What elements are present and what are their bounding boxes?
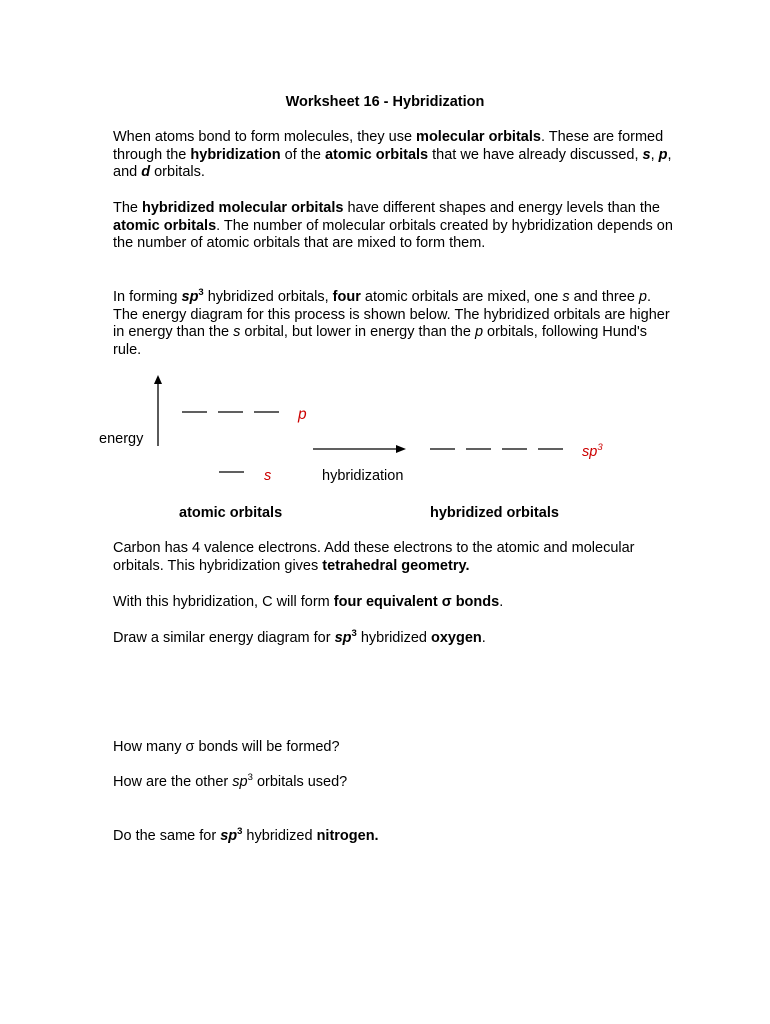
sp-term: sp — [232, 774, 248, 790]
text: When atoms bond to form molecules, they use — [113, 129, 417, 145]
nitrogen-instruction — [113, 828, 379, 844]
term-atomic-orbitals: atomic orbitals — [324, 146, 429, 163]
energy-label: energy — [99, 431, 144, 447]
text: and three — [569, 289, 639, 305]
hybridized-paragraph — [113, 200, 673, 253]
hybridized-orbitals-caption: hybridized orbitals — [430, 505, 559, 521]
text: bonds will be formed? — [194, 739, 340, 755]
text: hybridized orbitals, — [203, 289, 333, 305]
diagram-lines — [0, 370, 770, 530]
text: . These are formed through the — [113, 129, 664, 163]
text: orbitals, following Hund's rule. — [113, 324, 647, 358]
term-atomic-orbitals: atomic orbitals — [113, 217, 217, 234]
text: The — [113, 200, 143, 216]
text: , and — [113, 146, 672, 181]
sp3-paragraph — [113, 289, 673, 359]
term-molecular-orbitals: molecular orbitals — [416, 129, 541, 145]
oxygen-instruction — [113, 630, 673, 648]
text: orbitals used? — [252, 774, 348, 790]
text: In forming — [113, 289, 182, 305]
text: Do the same for — [113, 828, 221, 844]
page-title: Worksheet 16 - Hybridization — [285, 94, 485, 110]
p-label: p — [298, 406, 307, 423]
term-hybridization: hybridization — [190, 146, 281, 163]
orbital-p: p — [474, 324, 484, 341]
atomic-orbitals-caption: atomic orbitals — [179, 505, 283, 521]
text: have different shapes and energy levels than the — [343, 200, 660, 216]
superscript: 3 — [198, 287, 204, 298]
text: , — [650, 146, 659, 163]
text: Carbon has 4 valence electrons. Add these electrons to the atomic and molecular orbitals. This hybridization gives — [113, 540, 635, 574]
sigma-symbol: σ — [185, 739, 195, 755]
orbital-p: p — [638, 289, 647, 305]
orbital-s: s — [562, 289, 570, 305]
text: hybridized — [242, 828, 317, 844]
text: With this hybridization, C will form — [113, 594, 334, 610]
carbon-paragraph — [113, 540, 673, 575]
text: orbitals. — [150, 164, 205, 181]
sp-term: sp — [220, 828, 238, 844]
hybridization-arrowhead — [396, 445, 406, 453]
term-four-equivalent: four equivalent — [333, 594, 442, 610]
term-nitrogen: nitrogen. — [316, 828, 379, 844]
text: . — [481, 630, 486, 646]
text: . — [499, 594, 504, 610]
sp-text: sp — [582, 444, 598, 460]
orbital-s: s — [233, 324, 241, 341]
term-hybridized-molecular-orbitals: hybridized molecular orbitals — [142, 200, 344, 216]
energy-arrowhead — [154, 375, 162, 384]
sigma-symbol: σ — [441, 594, 452, 610]
sp-term: sp — [334, 630, 352, 646]
text: of the — [280, 146, 325, 163]
superscript: 3 — [237, 826, 243, 837]
text: orbital, but lower in energy than the — [240, 324, 475, 341]
text: that we have already discussed, — [428, 146, 643, 163]
superscript: 3 — [247, 772, 253, 783]
text: Draw a similar energy diagram for — [113, 630, 335, 646]
hybridization-label: hybridization — [322, 468, 404, 484]
text: atomic orbitals are mixed, one — [360, 289, 563, 305]
sp3-label — [582, 444, 603, 460]
text: . The energy diagram for this process is shown below. The hybridized orbitals are higher in energy than the — [113, 289, 670, 341]
text: . The number of molecular orbitals created by hybridization depends on the number of atomic orbitals that are mixed to form them. — [113, 217, 673, 252]
intro-paragraph — [113, 129, 673, 182]
term-tetrahedral-geometry: tetrahedral geometry. — [322, 557, 470, 574]
term-bonds: bonds — [451, 594, 500, 610]
text: How are the other — [113, 774, 233, 790]
orbital-p: p — [658, 146, 668, 163]
text: How many — [113, 739, 186, 755]
s-label: s — [264, 468, 272, 484]
superscript: 3 — [597, 442, 603, 453]
orbital-s: s — [642, 146, 651, 163]
sp-term: sp — [181, 289, 199, 305]
text: hybridized — [356, 630, 431, 646]
energy-diagram — [0, 370, 770, 530]
term-oxygen: oxygen — [430, 630, 482, 646]
question-sigma-bonds — [113, 739, 340, 755]
sigma-bonds-paragraph — [113, 594, 673, 612]
superscript: 3 — [351, 628, 357, 639]
term-four: four — [332, 289, 361, 305]
orbital-d: d — [141, 164, 151, 181]
question-other-orbitals — [113, 774, 347, 790]
